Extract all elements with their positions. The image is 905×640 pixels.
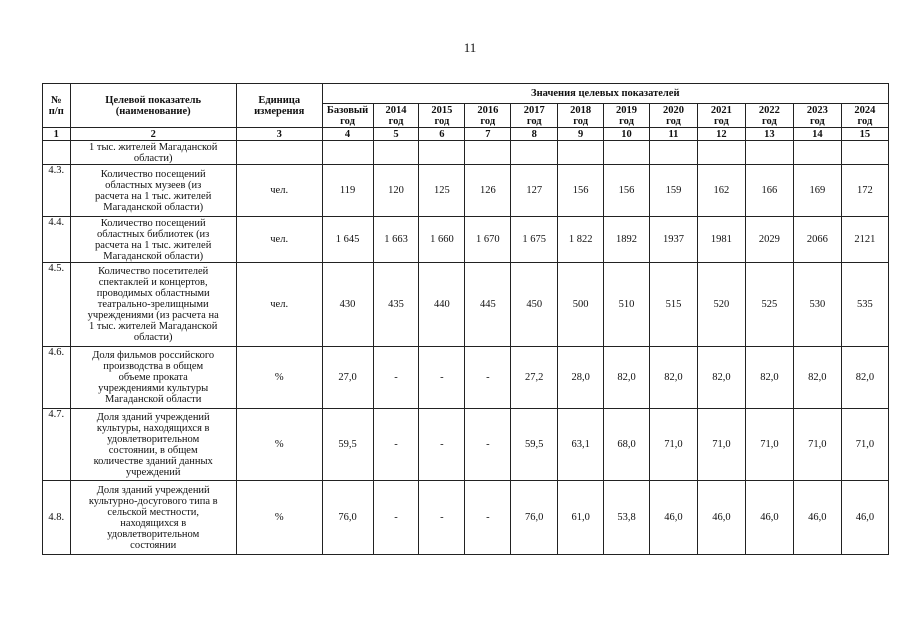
indicator-value: 59,5 [322, 409, 373, 481]
indicator-value: 82,0 [793, 347, 841, 409]
indicator-value: 1 822 [558, 217, 604, 263]
indicator-value [604, 141, 650, 165]
indicator-value: 82,0 [841, 347, 888, 409]
indicator-value: 82,0 [650, 347, 698, 409]
table-row [43, 347, 889, 409]
header-num: № п/п [43, 84, 71, 128]
indicator-value: - [373, 481, 419, 555]
indicator-value: 82,0 [604, 347, 650, 409]
indicator-value: - [373, 347, 419, 409]
header-year-5: 2018 год [558, 104, 604, 128]
column-number-2: 2 [70, 128, 236, 141]
header-year-4: 2017 год [511, 104, 558, 128]
page-number: 11 [463, 40, 477, 55]
indicator-name: 1 тыс. жителей Магаданской области) [70, 141, 236, 165]
indicator-unit: чел. [236, 263, 322, 347]
indicator-value: 1981 [697, 217, 745, 263]
header-year-8: 2021 год [697, 104, 745, 128]
indicator-value: 126 [465, 165, 511, 217]
indicator-value [745, 141, 793, 165]
row-number: 4.4. [43, 217, 71, 263]
column-number-11: 11 [650, 128, 698, 141]
column-number-9: 9 [558, 128, 604, 141]
indicator-value: 535 [841, 263, 888, 347]
column-number-10: 10 [604, 128, 650, 141]
indicator-value [793, 141, 841, 165]
indicator-name: Доля зданий учреждений культурно-досугового типа в сельской местности, находящихся в удовлетворительном состоянии [70, 481, 236, 555]
header-year-9: 2022 год [745, 104, 793, 128]
indicator-value: 1 663 [373, 217, 419, 263]
indicator-value: 71,0 [841, 409, 888, 481]
row-number: 4.6. [43, 347, 71, 409]
indicator-unit [236, 141, 322, 165]
indicator-value: 1937 [650, 217, 698, 263]
column-number-15: 15 [841, 128, 888, 141]
indicator-value: 159 [650, 165, 698, 217]
indicator-value: 125 [419, 165, 465, 217]
indicator-value: 510 [604, 263, 650, 347]
row-number: 4.7. [43, 409, 71, 481]
indicator-value: 119 [322, 165, 373, 217]
header-year-6: 2019 год [604, 104, 650, 128]
indicator-value: 82,0 [697, 347, 745, 409]
indicator-value: 1892 [604, 217, 650, 263]
indicator-value: 440 [419, 263, 465, 347]
indicator-value [558, 141, 604, 165]
indicator-value: 169 [793, 165, 841, 217]
indicator-value: 127 [511, 165, 558, 217]
indicator-value: 120 [373, 165, 419, 217]
table-row [43, 141, 889, 165]
table-row [43, 409, 889, 481]
indicator-value: 430 [322, 263, 373, 347]
indicator-unit: чел. [236, 165, 322, 217]
header-year-1: 2014 год [373, 104, 419, 128]
indicator-name: Доля фильмов российского производства в общем объеме проката учреждениями культуры Магаданской области [70, 347, 236, 409]
indicator-value [419, 141, 465, 165]
indicator-value: 61,0 [558, 481, 604, 555]
indicator-value: 1 670 [465, 217, 511, 263]
indicator-value: 2121 [841, 217, 888, 263]
indicator-value: 515 [650, 263, 698, 347]
indicator-value: 76,0 [322, 481, 373, 555]
indicator-value: 156 [604, 165, 650, 217]
target-indicators-table [42, 83, 889, 555]
indicator-value: - [465, 409, 511, 481]
header-year-7: 2020 год [650, 104, 698, 128]
column-number-13: 13 [745, 128, 793, 141]
table-row [43, 217, 889, 263]
indicator-value: 450 [511, 263, 558, 347]
header-year-2: 2015 год [419, 104, 465, 128]
indicator-value [841, 141, 888, 165]
indicator-value: 27,2 [511, 347, 558, 409]
row-number: 4.3. [43, 165, 71, 217]
indicator-value: - [419, 347, 465, 409]
table-row [43, 165, 889, 217]
indicator-value: 46,0 [650, 481, 698, 555]
indicator-unit: % [236, 347, 322, 409]
indicator-value: 166 [745, 165, 793, 217]
indicator-value [373, 141, 419, 165]
indicator-value: 59,5 [511, 409, 558, 481]
indicator-value: 46,0 [697, 481, 745, 555]
indicator-value: 2066 [793, 217, 841, 263]
indicator-value: 82,0 [745, 347, 793, 409]
indicator-value: 1 660 [419, 217, 465, 263]
indicator-unit: % [236, 481, 322, 555]
header-indicator-name: Целевой показатель (наименование) [70, 84, 236, 128]
column-number-5: 5 [373, 128, 419, 141]
indicator-value: 53,8 [604, 481, 650, 555]
column-number-4: 4 [322, 128, 373, 141]
header-year-0: Базовый год [322, 104, 373, 128]
indicator-value: - [419, 409, 465, 481]
header-year-11: 2024 год [841, 104, 888, 128]
header-year-3: 2016 год [465, 104, 511, 128]
indicator-value: 71,0 [697, 409, 745, 481]
indicator-name: Доля зданий учреждений культуры, находящихся в удовлетворительном состоянии, в общем количестве зданий данных учреждений [70, 409, 236, 481]
indicator-value: 76,0 [511, 481, 558, 555]
indicator-value: - [465, 481, 511, 555]
indicator-value: 162 [697, 165, 745, 217]
indicator-value: 27,0 [322, 347, 373, 409]
indicator-value: 525 [745, 263, 793, 347]
indicator-value: - [419, 481, 465, 555]
indicator-value: 156 [558, 165, 604, 217]
column-number-12: 12 [697, 128, 745, 141]
indicator-value: 46,0 [745, 481, 793, 555]
row-number [43, 141, 71, 165]
indicator-value: 63,1 [558, 409, 604, 481]
indicator-value: 68,0 [604, 409, 650, 481]
column-number-3: 3 [236, 128, 322, 141]
indicator-value: 530 [793, 263, 841, 347]
indicator-name: Количество посещений областных библиотек (из расчета на 1 тыс. жителей Магаданской области) [70, 217, 236, 263]
indicator-value: 71,0 [745, 409, 793, 481]
indicator-value: 2029 [745, 217, 793, 263]
column-number-7: 7 [465, 128, 511, 141]
column-number-1: 1 [43, 128, 71, 141]
indicator-unit: чел. [236, 217, 322, 263]
indicator-value: 500 [558, 263, 604, 347]
indicator-value: 520 [697, 263, 745, 347]
indicator-value: 172 [841, 165, 888, 217]
column-number-14: 14 [793, 128, 841, 141]
indicator-value: 28,0 [558, 347, 604, 409]
row-number: 4.5. [43, 263, 71, 347]
indicator-name: Количество посетителей спектаклей и концертов, проводимых областными театрально-зрелищными учреждениями (из расчета на 1 тыс. жителей Магаданской области) [70, 263, 236, 347]
column-number-8: 8 [511, 128, 558, 141]
indicator-value: - [373, 409, 419, 481]
indicator-value [650, 141, 698, 165]
indicator-value: 1 645 [322, 217, 373, 263]
row-number: 4.8. [43, 481, 71, 555]
column-number-6: 6 [419, 128, 465, 141]
indicator-name: Количество посещений областных музеев (из расчета на 1 тыс. жителей Магаданской области) [70, 165, 236, 217]
indicator-value: 445 [465, 263, 511, 347]
indicator-value: 1 675 [511, 217, 558, 263]
header-values: Значения целевых показателей [322, 84, 888, 104]
header-unit: Единица измерения [236, 84, 322, 128]
indicator-value [697, 141, 745, 165]
indicator-value: 71,0 [650, 409, 698, 481]
indicator-value: 435 [373, 263, 419, 347]
table-row [43, 481, 889, 555]
indicator-value [511, 141, 558, 165]
indicator-value: 46,0 [841, 481, 888, 555]
table-row [43, 263, 889, 347]
indicator-value [465, 141, 511, 165]
indicator-value: 71,0 [793, 409, 841, 481]
header-year-10: 2023 год [793, 104, 841, 128]
indicator-value: - [465, 347, 511, 409]
indicator-unit: % [236, 409, 322, 481]
indicator-value: 46,0 [793, 481, 841, 555]
indicator-value [322, 141, 373, 165]
